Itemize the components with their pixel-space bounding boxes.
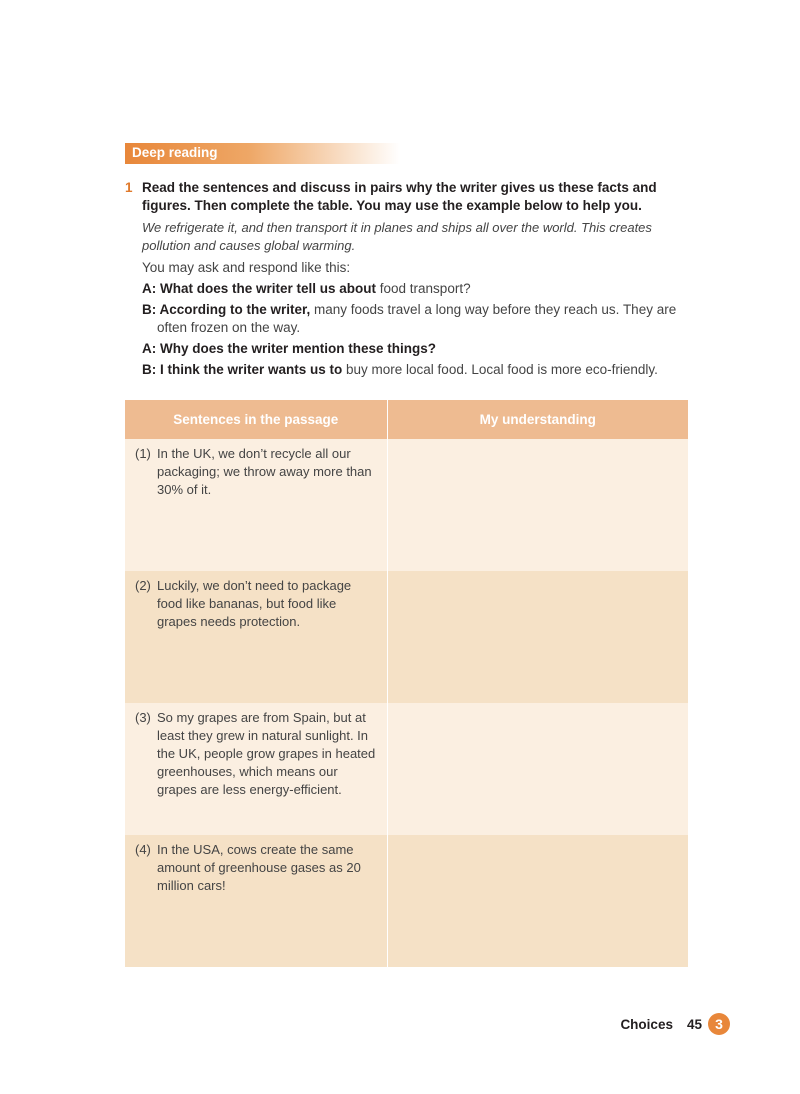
dialog-speaker-text: A: What does the writer tell us about (142, 281, 377, 296)
table-row (125, 439, 688, 571)
sentence-cell (125, 571, 387, 703)
dialog-speaker-text: A: Why does the writer mention these things? (142, 341, 437, 356)
answer-cell[interactable] (387, 571, 688, 703)
dialog-speaker-text: B: According to the writer, (142, 302, 311, 317)
page-footer (620, 1012, 730, 1036)
sentence-cell (125, 835, 387, 967)
table-row (125, 835, 688, 967)
understanding-table (125, 400, 688, 967)
page-number: 45 (686, 1016, 702, 1032)
sentence-cell (125, 703, 387, 835)
sentence-text: Luckily, we don’t need to package food like bananas, but food like grapes needs protection. (157, 578, 352, 629)
unit-number-badge: 3 (708, 1013, 730, 1035)
sentence-text: So my grapes are from Spain, but at least they grew in natural sunlight. In the UK, people grow grapes in heated greenhouses, which means our grapes are less energy-efficient. (157, 710, 376, 797)
table-row (125, 571, 688, 703)
sentence-text: In the USA, cows create the same amount of greenhouse gases as 20 million cars! (157, 842, 361, 893)
dialog-prompt: You may ask and respond like this: (142, 260, 351, 275)
table-header-row (125, 400, 688, 439)
dialog-rest-text: food transport? (376, 281, 471, 296)
answer-cell[interactable] (387, 439, 688, 571)
row-number: (3) (135, 710, 151, 725)
row-number: (4) (135, 842, 151, 857)
exercise-instruction: Read the sentences and discuss in pairs why the writer gives us these facts and figures. Then complete the table. You may use the example below to help you. (142, 180, 657, 213)
dialog-speaker-text: B: I think the writer wants us to (142, 362, 343, 377)
dialog-rest-text: many foods travel a long way before they reach us. They are often frozen on the way. (157, 302, 677, 335)
dialog-line (142, 280, 690, 298)
exercise (125, 179, 690, 382)
row-number: (1) (135, 446, 151, 461)
header-sentences: Sentences in the passage (125, 400, 387, 439)
example-text: We refrigerate it, and then transport it in planes and ships all over the world. This creates pollution and causes global warming. (142, 220, 652, 253)
exercise-number: 1 (125, 180, 133, 195)
header-understanding: My understanding (387, 400, 688, 439)
dialog-rest-text: buy more local food. Local food is more eco-friendly. (342, 362, 658, 377)
section-banner (125, 143, 400, 164)
dialog-line (142, 361, 690, 379)
sentence-cell (125, 439, 387, 571)
section-title: Deep reading (132, 145, 218, 160)
answer-cell[interactable] (387, 703, 688, 835)
dialog-line (142, 301, 690, 337)
dialog-line (142, 340, 690, 358)
row-number: (2) (135, 578, 151, 593)
sentence-text: In the UK, we don’t recycle all our packaging; we throw away more than 30% of it. (157, 446, 372, 497)
answer-cell[interactable] (387, 835, 688, 967)
table-row (125, 703, 688, 835)
unit-name: Choices (620, 1016, 673, 1032)
